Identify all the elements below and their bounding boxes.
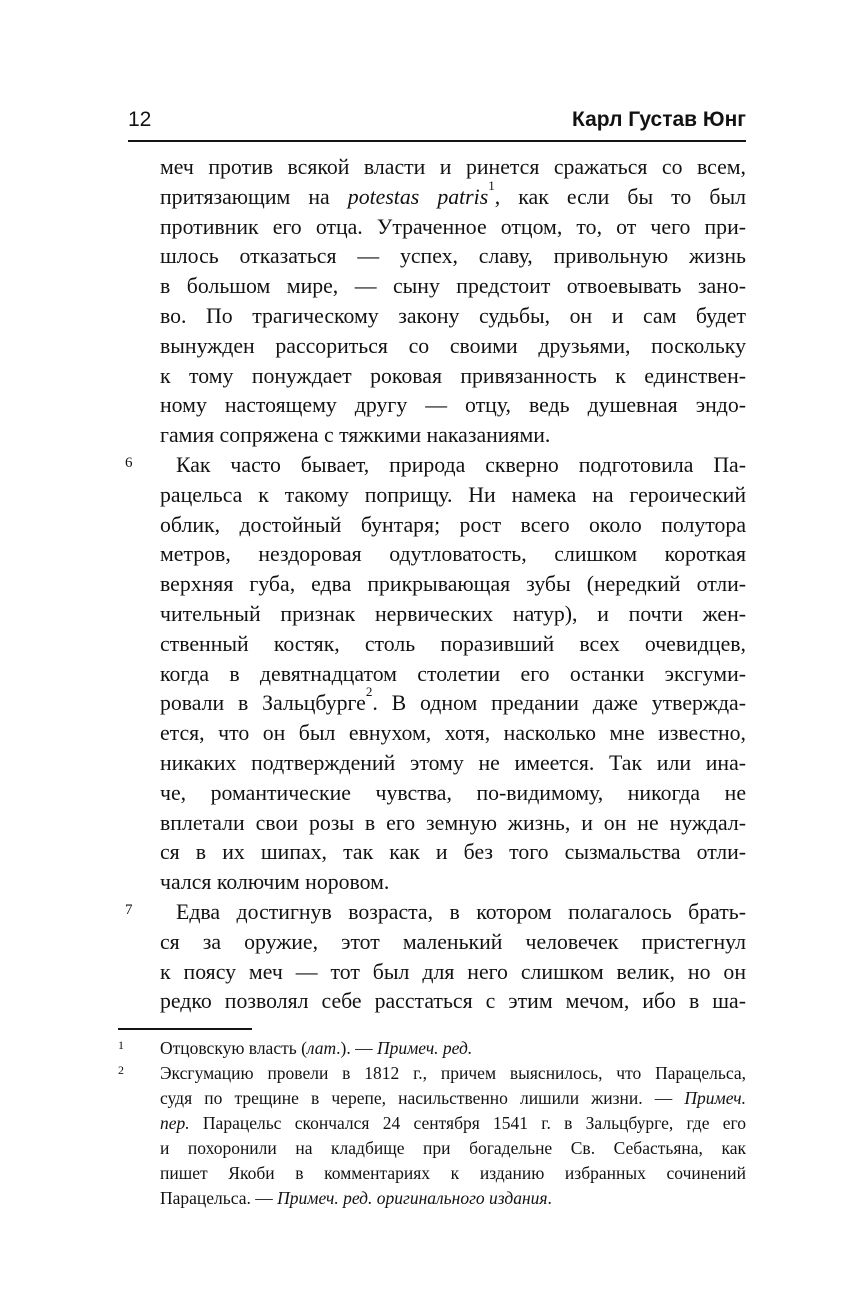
text-run: в большом мире, — сыну предстоит отвоевывать зано- xyxy=(160,274,746,299)
text-run: Примеч. xyxy=(684,1088,746,1108)
text-run: никаких подтверждений этому не имеется. Так или ина- xyxy=(160,750,746,775)
text-run: притязающим на xyxy=(160,184,348,209)
text-run: Отцовскую власть ( xyxy=(160,1038,307,1058)
text-line xyxy=(160,362,746,392)
text-run: Парацельс скончался 24 сентября 1541 г. в Зальцбурге, где его xyxy=(189,1113,746,1133)
text-line xyxy=(160,630,746,660)
text-run: когда в девятнадцатом столетии его останки эксгуми- xyxy=(160,661,746,686)
footnote-line xyxy=(160,1086,746,1111)
text-run: пер. xyxy=(160,1113,190,1133)
text-run: метров, нездоровая одутловатость, слишком короткая xyxy=(160,542,746,567)
text-run: облик, достойный бунтаря; рост всего около полутора xyxy=(160,512,746,537)
text-line xyxy=(160,898,746,928)
text-run: ся за оружие, этот маленький человечек пристегнул xyxy=(160,929,746,954)
footnote-reference-superscript: 1 xyxy=(488,177,495,193)
text-run: . xyxy=(547,1188,552,1208)
text-run: рацельса к такому поприщу. Ни намека на героический xyxy=(160,482,746,507)
text-line xyxy=(160,511,746,541)
text-run: Примеч. ред. xyxy=(376,1038,473,1058)
text-line xyxy=(160,600,746,630)
text-line xyxy=(160,719,746,749)
text-run: во. По трагическому закону судьбы, он и сам будет xyxy=(160,303,746,328)
text-run: ется, что он был евнухом, хотя, насколько мне известно, xyxy=(160,721,746,746)
text-run: ному настоящему другу — отцу, ведь душевная эндо- xyxy=(160,393,746,418)
text-run: Парацельса. — xyxy=(160,1188,278,1208)
page-number: 12 xyxy=(128,108,152,131)
text-run: .). — xyxy=(336,1038,377,1058)
text-line xyxy=(160,213,746,243)
text-line xyxy=(160,177,747,213)
text-run: к поясу меч — тот был для него слишком велик, но он xyxy=(160,959,746,984)
text-run: чался колючим норовом. xyxy=(160,870,390,895)
paragraph xyxy=(125,898,746,1017)
paragraph-margin-number: 6 xyxy=(125,454,133,471)
text-run: ровали в Зальцбурге xyxy=(160,691,366,716)
text-line xyxy=(160,421,746,451)
text-run: , как если бы то был xyxy=(494,184,747,209)
paragraph xyxy=(125,451,746,898)
text-run: . В одном предании даже утвержда- xyxy=(372,691,746,716)
footnote-item xyxy=(118,1061,746,1211)
text-line xyxy=(160,958,746,988)
text-run: Едва достигнув возраста, в котором полагалось брать- xyxy=(176,899,746,924)
text-line xyxy=(160,302,746,332)
text-line xyxy=(160,272,746,302)
text-run: Эксгумацию провели в 1812 г., причем выяснилось, что Парацельса, xyxy=(160,1063,746,1083)
text-line xyxy=(160,928,746,958)
text-run: вплетали свои розы в его земную жизнь, и он не нуждал- xyxy=(160,810,746,835)
text-line xyxy=(160,451,746,481)
text-run: ся в их шипах, так как и без того сызмальства отли- xyxy=(160,840,746,865)
footnote-marker: 2 xyxy=(118,1063,124,1077)
footnote-line xyxy=(160,1161,746,1186)
text-run: гамия сопряжена с тяжкими наказаниями. xyxy=(160,423,551,448)
text-run: Как часто бывает, природа скверно подготовила Па- xyxy=(176,452,746,477)
text-line xyxy=(160,481,746,511)
text-run: верхняя губа, едва прикрывающая зубы (нередкий отли- xyxy=(160,572,746,597)
paragraph-margin-number: 7 xyxy=(125,901,133,918)
text-line xyxy=(160,660,746,690)
text-line xyxy=(160,570,746,600)
text-line xyxy=(160,242,746,272)
page-header xyxy=(128,109,746,142)
text-run: пишет Якоби в комментариях к изданию избранных сочинений xyxy=(160,1163,746,1183)
text-run: к тому понуждает роковая привязанность к единствен- xyxy=(160,363,746,388)
footnote-rule xyxy=(118,1028,252,1030)
footnote-line xyxy=(160,1036,746,1061)
text-line xyxy=(160,779,746,809)
text-line xyxy=(160,868,746,898)
footnote-line xyxy=(160,1061,746,1086)
text-line xyxy=(160,391,746,421)
text-line xyxy=(160,153,746,183)
body-text xyxy=(125,153,747,1017)
footnote-item xyxy=(118,1036,746,1061)
running-title: Карл Густав Юнг xyxy=(572,108,746,131)
text-run: меч против всякой власти и ринется сражаться со всем, xyxy=(160,155,746,179)
text-line xyxy=(160,684,746,719)
footnotes xyxy=(118,1036,746,1211)
text-line xyxy=(160,838,746,868)
text-run: ственный костяк, столь поразивший всех очевидцев, xyxy=(160,631,746,656)
footnote-line xyxy=(160,1111,746,1136)
text-line xyxy=(160,749,746,779)
text-run: лат xyxy=(306,1038,337,1058)
text-run: чительный признак нервических натур), и почти жен- xyxy=(160,601,746,626)
text-run: вынужден рассориться со своими друзьями, поскольку xyxy=(160,333,746,358)
text-run: судя по трещине в черепе, насильственно лишили жизни. — xyxy=(160,1088,685,1108)
text-run: шлось отказаться — успех, славу, привольную жизнь xyxy=(160,244,746,269)
paragraph xyxy=(160,153,746,451)
text-run: potestas patris xyxy=(347,184,489,209)
text-line xyxy=(160,987,746,1017)
footnote-marker: 1 xyxy=(118,1038,124,1052)
text-line xyxy=(160,540,746,570)
text-run: че, романтические чувства, по-видимому, никогда не xyxy=(160,780,746,805)
text-line xyxy=(160,809,746,839)
text-run: редко позволял себе расстаться с этим мечом, ибо в ша- xyxy=(160,989,746,1014)
text-run: и похоронили на кладбище при богадельне Св. Себастьяна, как xyxy=(160,1138,746,1158)
text-run: Примеч. ред. оригинального издания xyxy=(277,1188,548,1208)
footnote-line xyxy=(160,1186,746,1211)
text-run: противник его отца. Утраченное отцом, то, от чего при- xyxy=(160,214,746,239)
footnote-line xyxy=(160,1136,746,1161)
text-line xyxy=(160,332,746,362)
footnote-reference-superscript: 2 xyxy=(365,684,373,700)
